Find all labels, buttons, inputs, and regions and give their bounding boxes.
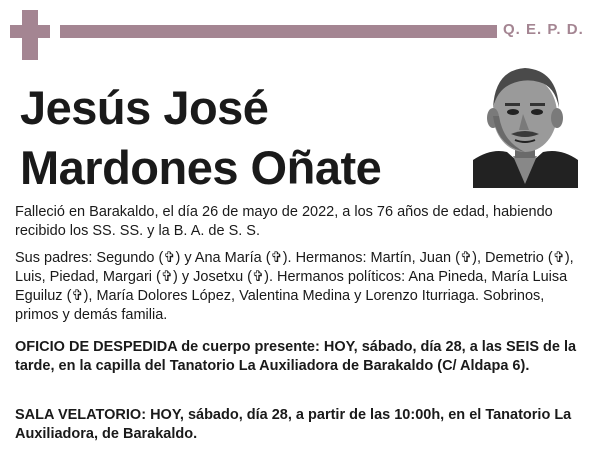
family-paragraph: Sus padres: Segundo (✞) y Ana María (✞). Hermanos: Martín, Juan (✞), Demetrio (✞), Luis, Piedad, Margari (✞) y Josetxu (✞). Hermanos políticos: Ana Pineda, María Luisa Eguiluz (✞), María Dolores López, Valentina Medina y Lorenzo Iturriaga. Sobrinos, primos y demás familia. — [15, 250, 574, 323]
portrait-photo — [473, 56, 578, 188]
deceased-first-name: Jesús José — [20, 81, 269, 134]
wake-paragraph: SALA VELATORIO: HOY, sábado, día 28, a partir de las 10:00h, en el Tanatorio La Auxiliadora, de Barakaldo. — [15, 407, 572, 442]
death-notice-paragraph: Falleció en Barakaldo, el día 26 de mayo de 2022, a los 76 años de edad, habiendo recibido los SS. SS. y la B. A. de S. S. — [15, 204, 553, 239]
cross-icon-bar — [10, 25, 50, 38]
deceased-surname: Mardones Oñate — [20, 141, 382, 194]
qepd-label: Q. E. P. D. — [503, 21, 584, 38]
funeral-service-paragraph: OFICIO DE DESPEDIDA de cuerpo presente: HOY, sábado, día 28, a las SEIS de la tarde, en la capilla del Tanatorio La Auxiliadora de Barakaldo (C/ Aldapa 6). — [15, 339, 577, 374]
header-rule — [60, 25, 497, 38]
portrait-image — [473, 56, 578, 188]
